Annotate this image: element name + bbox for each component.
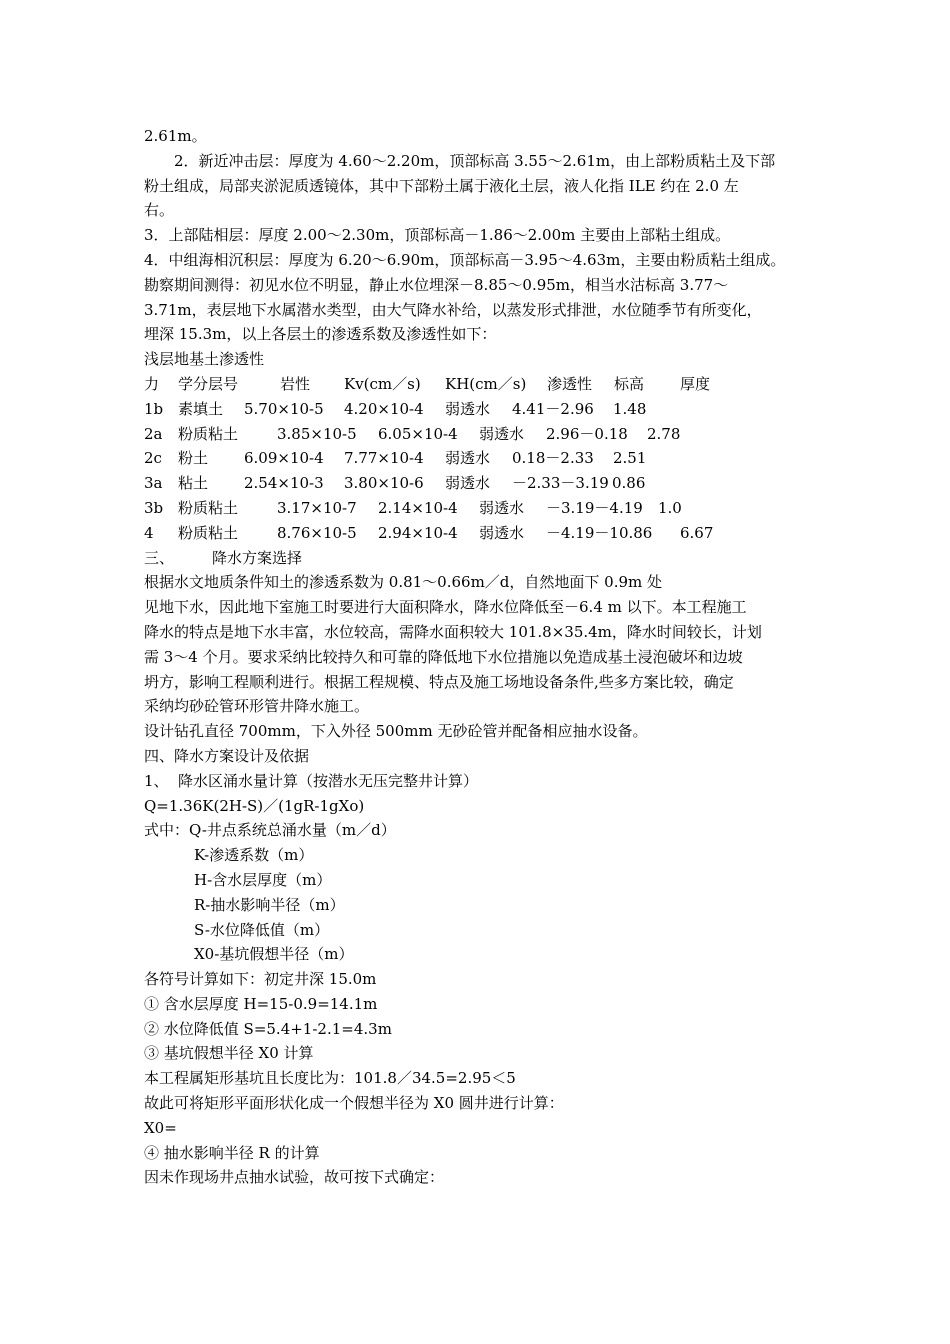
table-header-cell: 标高 (614, 374, 645, 393)
table-row (144, 446, 820, 471)
table-header (144, 372, 820, 397)
table-cell: 弱透水 (479, 424, 525, 443)
table-header-cell: 岩性 (280, 374, 311, 393)
table-cell: 粉土 (178, 449, 209, 468)
table-header-cell: Kv(cm／s) (344, 374, 421, 393)
table-cell: 粉质粘土 (178, 424, 239, 443)
table-cell: 2.96－0.18 (546, 424, 628, 443)
text-line: 各符号计算如下：初定井深 15.0m (144, 970, 377, 989)
subsection-number: 1、 (144, 771, 169, 790)
text-line: ③ 基坑假想半径 X0 计算 (144, 1044, 314, 1063)
table-cell: 0.18－2.33 (512, 449, 594, 468)
table-cell: －2.33－3.19 (512, 474, 609, 493)
table-row (144, 521, 820, 546)
table-cell: 素填土 (178, 399, 224, 418)
text-line: 坍方，影响工程顺利进行。根据工程规模、特点及施工场地设备条件,些多方案比较，确定 (144, 672, 734, 691)
table-cell: 3.17×10-7 (277, 498, 357, 517)
text-line: 3．上部陆相层：厚度 2.00～2.30m，顶部标高－1.86～2.00m 主要由上部粘土组成。 (144, 226, 731, 245)
symbol-definition: K-渗透系数（m） (194, 846, 314, 865)
table-cell: 4 (144, 523, 154, 542)
section-number: 三、 (144, 548, 175, 567)
table-cell: 粉质粘土 (178, 498, 239, 517)
symbol-definition: R-抽水影响半径（m） (194, 895, 345, 914)
table-cell: 6.67 (680, 523, 714, 542)
table-header-cell: 学分层号 (178, 374, 239, 393)
text-line: ① 含水层厚度 H=15-0.9=14.1m (144, 994, 378, 1013)
text-line: 故此可将矩形平面形状化成一个假想半径为 X0 圆井进行计算： (144, 1094, 564, 1113)
table-cell: 7.77×10-4 (344, 449, 424, 468)
text-line: 埋深 15.3m，以上各层土的渗透系数及渗透性如下： (144, 325, 497, 344)
table-header-cell: 渗透性 (547, 374, 593, 393)
text-line: 根据水文地质条件知土的渗透系数为 0.81～0.66m／d，自然地面下 0.9m 处 (144, 573, 663, 592)
table-header-cell: 厚度 (680, 374, 711, 393)
symbol-definition: H-含水层厚度（m） (194, 870, 332, 889)
table-cell: 2.14×10-4 (378, 498, 458, 517)
table-cell: －4.19－10.86 (546, 523, 653, 542)
text-line: 本工程属矩形基坑且长度比为：101.8／34.5=2.95＜5 (144, 1069, 516, 1088)
text-line: X0= (144, 1118, 177, 1137)
table-cell: 粘土 (178, 474, 209, 493)
table-header-cell: 力 (144, 374, 160, 393)
table-cell: 4.20×10-4 (344, 399, 424, 418)
table-caption: 浅层地基土渗透性 (144, 350, 265, 369)
text-line: 见地下水，因此地下室施工时要进行大面积降水，降水位降低至－6.4 m 以下。本工程施工 (144, 598, 747, 617)
table-cell: 2.51 (613, 449, 647, 468)
table-cell: 2.94×10-4 (378, 523, 458, 542)
table-cell: 4.41－2.96 (512, 399, 594, 418)
table-cell: 1.0 (658, 498, 682, 517)
text-line: 勘察期间测得：初见水位不明显，静止水位埋深－8.85～0.95m，相当水沽标高 3.77～ (144, 275, 729, 294)
text-line: 2．新近冲击层：厚度为 4.60～2.20m，顶部标高 3.55～2.61m，由上部粉质粘土及下部 (174, 151, 776, 170)
table-row (144, 397, 820, 422)
table-cell: 8.76×10-5 (277, 523, 357, 542)
table-cell: 1.48 (613, 399, 647, 418)
table-cell: 2.78 (647, 424, 681, 443)
table-cell: 弱透水 (479, 523, 525, 542)
table-cell: 6.05×10-4 (378, 424, 458, 443)
formula: Q=1.36K(2H-S)／(1gR-1gXo) (144, 796, 365, 815)
table-cell: 2c (144, 449, 162, 468)
table-row (144, 496, 820, 521)
table-cell: 0.86 (612, 474, 646, 493)
subsection-title: 降水区涌水量计算（按潜水无压完整井计算） (178, 771, 479, 790)
text-line: ④ 抽水影响半径 R 的计算 (144, 1143, 320, 1162)
table-cell: 5.70×10-5 (244, 399, 324, 418)
table-cell: 弱透水 (445, 449, 491, 468)
table-cell: 3a (144, 474, 163, 493)
table-row (144, 471, 820, 496)
text-line: 粉土组成，局部夹淤泥质透镜体，其中下部粉土属于液化土层，液人化指 ILE 约在 2.0 左 (144, 176, 739, 195)
table-cell: 2.54×10-3 (244, 474, 324, 493)
table-cell: 2a (144, 424, 163, 443)
text-line: 3.71m，表层地下水属潜水类型，由大气降水补给，以蒸发形式排泄，水位随季节有所变化， (144, 300, 762, 319)
table-row (144, 422, 820, 447)
table-cell: 1b (144, 399, 164, 418)
document-page (144, 124, 820, 1190)
text-line: 2.61m。 (144, 127, 207, 145)
table-cell: －3.19－4.19 (546, 498, 643, 517)
section-title: 降水方案选择 (212, 548, 303, 567)
text-line: 4．中组海相沉积层：厚度为 6.20～6.90m，顶部标高－3.95～4.63m，主要由粉质粘土组成。 (144, 250, 786, 269)
table-header-cell: KH(cm／s) (445, 374, 527, 393)
section-heading: 四、降水方案设计及依据 (144, 746, 310, 765)
table-cell: 弱透水 (445, 474, 491, 493)
symbol-definition: S-水位降低值（m） (194, 920, 330, 939)
text-line: 降水的特点是地下水丰富，水位较高，需降水面积较大 101.8×35.4m，降水时间较长，计划 (144, 622, 762, 641)
table-cell: 6.09×10-4 (244, 449, 324, 468)
formula-where: 式中：Q-井点系统总涌水量（m／d） (144, 821, 396, 840)
table-cell: 3.85×10-5 (277, 424, 357, 443)
text-line: 右。 (144, 201, 175, 220)
text-line: 因未作现场井点抽水试验，故可按下式确定： (144, 1168, 445, 1187)
subsection-heading (144, 769, 820, 794)
section-heading (144, 546, 820, 571)
table-cell: 粉质粘土 (178, 523, 239, 542)
text-line: 需 3～4 个月。要求采纳比较持久和可靠的降低地下水位措施以免造成基土浸泡破坏和边坡 (144, 647, 743, 666)
symbol-definition: X0-基坑假想半径（m） (194, 945, 354, 964)
table-cell: 3.80×10-6 (344, 474, 424, 493)
table-cell: 3b (144, 498, 164, 517)
text-line: ② 水位降低值 S=5.4+1-2.1=4.3m (144, 1019, 392, 1038)
text-line: 采纳均砂砼管环形管井降水施工。 (144, 697, 370, 716)
table-cell: 弱透水 (445, 399, 491, 418)
text-line: 设计钻孔直径 700mm，下入外径 500mm 无砂砼管并配备相应抽水设备。 (144, 722, 648, 741)
table-cell: 弱透水 (479, 498, 525, 517)
